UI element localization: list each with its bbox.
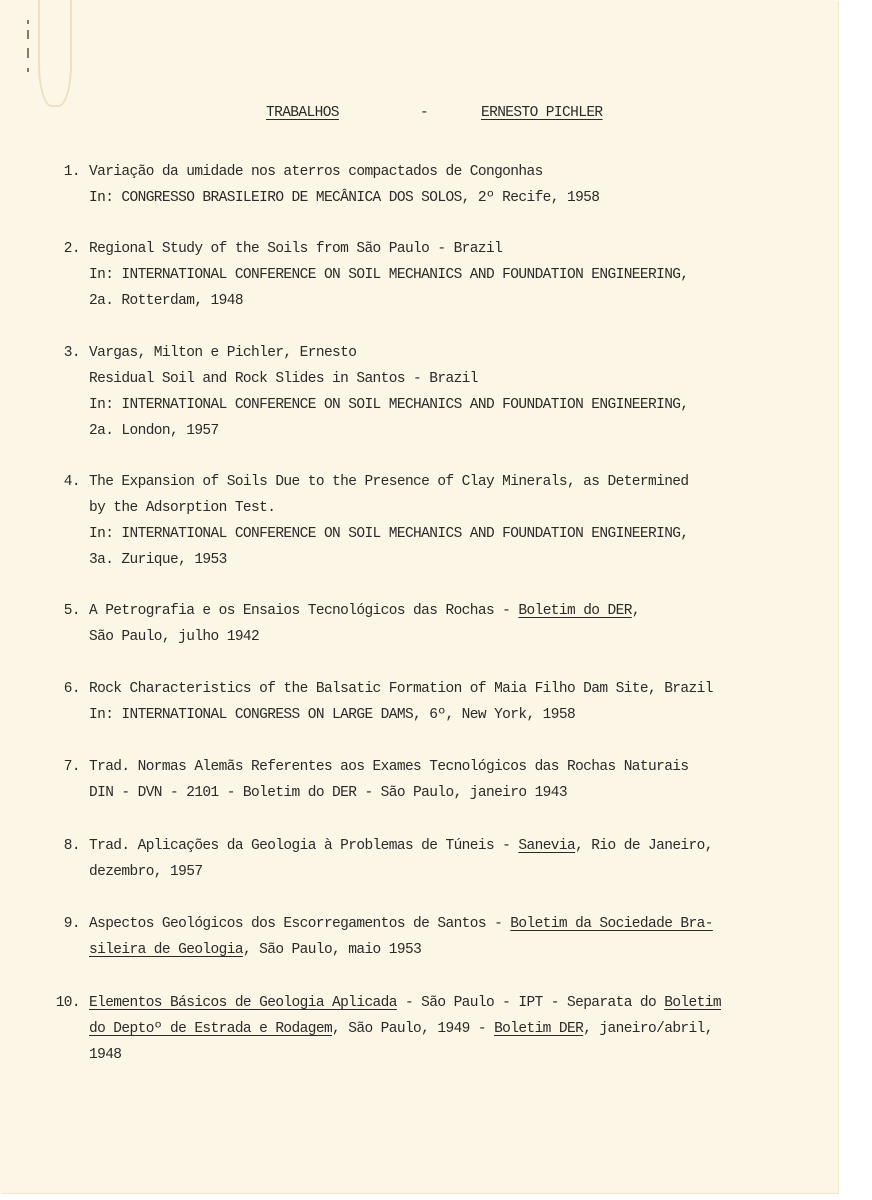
entry-text: , bbox=[631, 603, 640, 619]
underlined-title: Boletim DER bbox=[494, 1021, 584, 1037]
entry-number: 6. bbox=[63, 681, 80, 697]
entry-line bbox=[89, 629, 259, 645]
entry-line bbox=[89, 293, 243, 309]
entry-line bbox=[89, 397, 689, 413]
entry-text: 3a. Zurique, 1953 bbox=[89, 552, 227, 568]
entry-line bbox=[89, 500, 275, 516]
entry-text: , Rio de Janeiro, bbox=[575, 838, 713, 854]
entry-text: In: INTERNATIONAL CONFERENCE ON SOIL MECHANICS AND FOUNDATION ENGINEERING, bbox=[89, 526, 689, 542]
entry-line bbox=[89, 838, 713, 854]
entry-text: 2a. London, 1957 bbox=[89, 423, 219, 439]
entry-text: The Expansion of Soils Due to the Presence of Clay Minerals, as Determined bbox=[89, 474, 689, 490]
entry-text: 1948 bbox=[89, 1047, 122, 1063]
entry-text: Variação da umidade nos aterros compactados de Congonhas bbox=[89, 164, 543, 180]
entry-number: 8. bbox=[63, 838, 80, 854]
entry-text: São Paulo, julho 1942 bbox=[89, 629, 260, 645]
underlined-title: Boletim do DER bbox=[518, 603, 632, 619]
entry-line bbox=[89, 785, 567, 801]
entry-line bbox=[89, 864, 202, 880]
entry-text: A Petrografia e os Ensaios Tecnológicos das Rochas - bbox=[89, 603, 519, 619]
entry-line bbox=[89, 1021, 713, 1037]
entry-text: Regional Study of the Soils from São Paulo - Brazil bbox=[89, 241, 503, 257]
entry-text: In: INTERNATIONAL CONGRESS ON LARGE DAMS, 6º, New York, 1958 bbox=[89, 707, 576, 723]
entry-line bbox=[89, 190, 599, 206]
underlined-title: Boletim bbox=[664, 995, 721, 1011]
entry-line bbox=[89, 916, 713, 932]
entry-number: 7. bbox=[63, 759, 80, 775]
entry-line bbox=[89, 241, 502, 257]
entry-line bbox=[89, 707, 575, 723]
entry-line bbox=[89, 603, 640, 619]
underlined-title: Boletim da Sociedade Bra- bbox=[510, 916, 713, 932]
entry-number: 3. bbox=[63, 345, 80, 361]
entry-number: 9. bbox=[63, 916, 80, 932]
entry-text: Trad. Aplicações da Geologia à Problemas de Túneis - bbox=[89, 838, 519, 854]
entry-number: 4. bbox=[63, 474, 80, 490]
entry-line bbox=[89, 759, 689, 775]
entry-line bbox=[89, 474, 689, 490]
entry-text: In: INTERNATIONAL CONFERENCE ON SOIL MECHANICS AND FOUNDATION ENGINEERING, bbox=[89, 397, 689, 413]
entry-text: dezembro, 1957 bbox=[89, 864, 203, 880]
entry-line bbox=[89, 995, 721, 1011]
margin-marks bbox=[27, 20, 31, 75]
entry-number: 1. bbox=[63, 164, 80, 180]
entry-line bbox=[89, 345, 356, 361]
entry-text: In: CONGRESSO BRASILEIRO DE MECÂNICA DOS SOLOS, 2º Recife, 1958 bbox=[89, 190, 600, 206]
entry-line bbox=[89, 681, 713, 697]
entry-line bbox=[89, 371, 478, 387]
entry-text: 2a. Rotterdam, 1948 bbox=[89, 293, 243, 309]
entry-text: , janeiro/abril, bbox=[583, 1021, 713, 1037]
underlined-title: sileira de Geologia bbox=[89, 942, 243, 958]
entry-text: Residual Soil and Rock Slides in Santos - Brazil bbox=[89, 371, 478, 387]
entry-number: 10. bbox=[55, 995, 80, 1011]
underlined-title: do Deptoº de Estrada e Rodagem bbox=[89, 1021, 333, 1037]
underlined-title: Sanevia bbox=[518, 838, 576, 854]
header-separator: - bbox=[420, 105, 429, 121]
entry-text: Aspectos Geológicos dos Escorregamentos de Santos - bbox=[89, 916, 511, 932]
entry-line bbox=[89, 942, 421, 958]
entry-text: Vargas, Milton e Pichler, Ernesto bbox=[89, 345, 357, 361]
entry-text: by the Adsorption Test. bbox=[89, 500, 276, 516]
entry-line bbox=[89, 267, 689, 283]
entry-text: In: INTERNATIONAL CONFERENCE ON SOIL MECHANICS AND FOUNDATION ENGINEERING, bbox=[89, 267, 689, 283]
entry-text: , São Paulo, maio 1953 bbox=[242, 942, 422, 958]
header-author: ERNESTO PICHLER bbox=[481, 105, 603, 121]
entry-text: Trad. Normas Alemãs Referentes aos Exames Tecnológicos das Rochas Naturais bbox=[89, 759, 689, 775]
entry-text: , São Paulo, 1949 - bbox=[332, 1021, 495, 1037]
entry-text: DIN - DVN - 2101 - Boletim do DER - São Paulo, janeiro 1943 bbox=[89, 785, 567, 801]
entry-line bbox=[89, 1047, 121, 1063]
entry-line bbox=[89, 423, 219, 439]
entry-text: Rock Characteristics of the Balsatic Formation of Maia Filho Dam Site, Brazil bbox=[89, 681, 713, 697]
entry-number: 5. bbox=[63, 603, 80, 619]
paper-stain bbox=[38, 0, 72, 107]
document-header bbox=[0, 105, 838, 125]
entry-number: 2. bbox=[63, 241, 80, 257]
header-title: TRABALHOS bbox=[266, 105, 339, 121]
entry-line bbox=[89, 526, 689, 542]
underlined-title: Elementos Básicos de Geologia Aplicada bbox=[89, 995, 397, 1011]
entry-text: - São Paulo - IPT - Separata do bbox=[396, 995, 665, 1011]
entry-line bbox=[89, 552, 227, 568]
entry-line bbox=[89, 164, 543, 180]
